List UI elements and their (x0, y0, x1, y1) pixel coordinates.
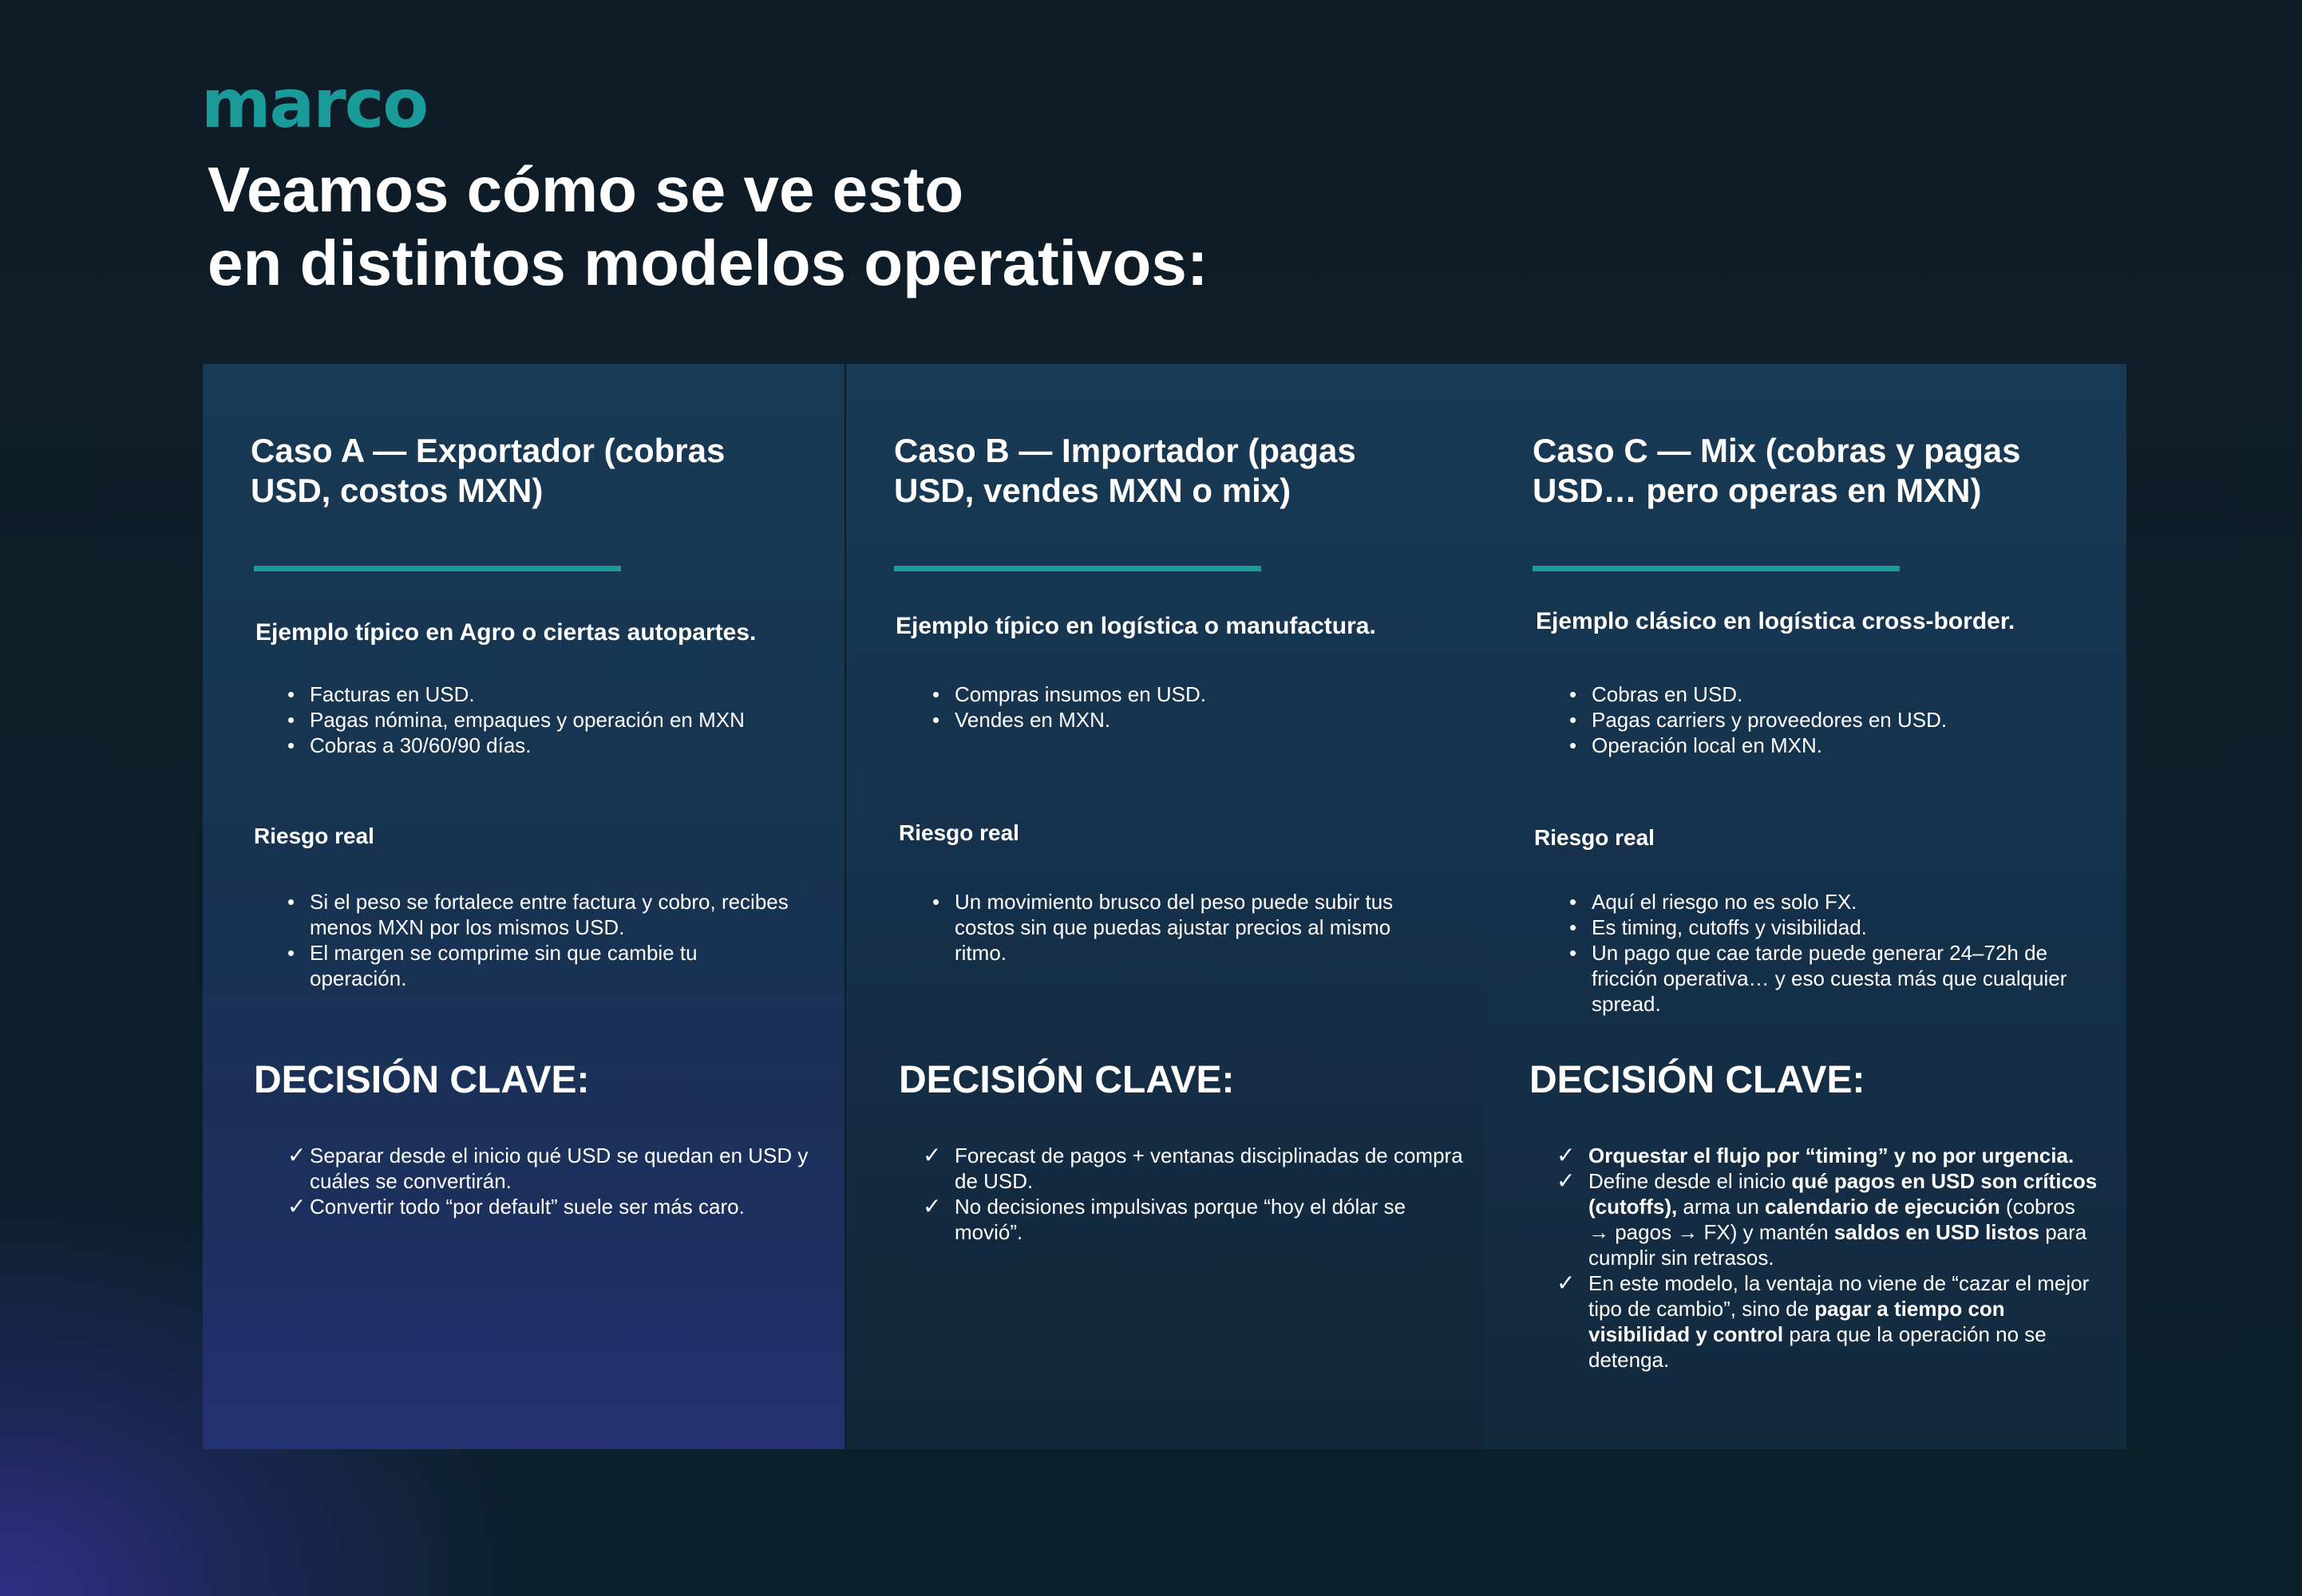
list-item: • Es timing, cutoffs y visibilidad. (1569, 915, 2112, 940)
list-item: • Un pago que cae tarde puede generar 24–72h de fricción operativa… y eso cuesta más que cualquier spread. (1569, 940, 2112, 1017)
list-item: • Pagas nómina, empaques y operación en MXN (287, 707, 830, 733)
decision-heading: DECISIÓN CLAVE: (899, 1059, 1235, 1101)
decision-rich-text: En este modelo, la ventaja no viene de “cazar el mejor tipo de cambio”, sino de pagar a tiempo con visibilidad y control para que la operación no se detenga. (1588, 1271, 2090, 1372)
risk-list (932, 889, 1443, 966)
list-item (1556, 1270, 2099, 1373)
check-icon: ✓ (1556, 1142, 1576, 1168)
headline-line-1: Veamos cómo se ve esto (208, 154, 964, 225)
risk-heading: Riesgo real (1534, 825, 1655, 850)
accent-rule (894, 566, 1261, 571)
list-item (1556, 1168, 2099, 1270)
headline-line-2: en distintos modelos operativos: (208, 227, 1208, 298)
check-icon: ✓ (287, 1142, 307, 1168)
list-item: • Aquí el riesgo no es solo FX. (1569, 889, 2112, 915)
list-item: • Cobras a 30/60/90 días. (287, 733, 830, 758)
accent-rule (254, 566, 621, 571)
list-item: • Facturas en USD. (287, 681, 830, 707)
decision-heading: DECISIÓN CLAVE: (1529, 1059, 1865, 1101)
risk-heading: Riesgo real (254, 824, 374, 848)
card-intro: Ejemplo clásico en logística cross-border. (1536, 608, 2015, 634)
card-title-line-1: Caso A — Exportador (cobras (251, 432, 726, 469)
case-card-b (846, 364, 1488, 1449)
decision-text: Separar desde el inicio qué USD se quedan en USD y cuáles se convertirán. (310, 1144, 809, 1193)
card-title-line-1: Caso C — Mix (cobras y pagas (1533, 432, 2021, 469)
marco-logo: marco (201, 65, 428, 143)
risk-heading: Riesgo real (899, 820, 1019, 845)
list-item (923, 1194, 1473, 1245)
check-icon: ✓ (1556, 1270, 1576, 1296)
example-list (932, 681, 1459, 733)
risk-list (1569, 889, 2112, 1017)
list-item (287, 1143, 830, 1194)
example-list (287, 681, 830, 758)
card-title (894, 431, 1356, 511)
list-item: • Operación local en MXN. (1569, 733, 2096, 758)
card-intro: Ejemplo típico en Agro o ciertas autopartes. (255, 619, 757, 646)
accent-rule (1533, 566, 1900, 571)
emphasis-text: Orquestar el flujo por “timing” y no por urgencia. (1588, 1144, 2075, 1167)
decision-list (1556, 1143, 2099, 1373)
risk-list (287, 889, 798, 991)
check-icon: ✓ (923, 1193, 942, 1219)
decision-heading: DECISIÓN CLAVE: (254, 1059, 590, 1101)
decision-list (923, 1143, 1473, 1245)
decision-rich-text (1588, 1144, 2074, 1167)
list-item (1556, 1143, 2099, 1168)
list-item: • Si el peso se fortalece entre factura y cobro, recibes menos MXN por los mismos USD. (287, 889, 798, 940)
check-icon: ✓ (287, 1193, 307, 1219)
check-icon: ✓ (1556, 1167, 1576, 1194)
list-item (287, 1194, 830, 1219)
list-item: • Un movimiento brusco del peso puede subir tus costos sin que puedas ajustar precios al mismo ritmo. (932, 889, 1443, 966)
emphasis-text: calendario de ejecución (1765, 1195, 2000, 1219)
card-intro: Ejemplo típico en logística o manufactura. (896, 613, 1376, 639)
decision-text: Forecast de pagos + ventanas disciplinadas de compra de USD. (955, 1144, 1463, 1193)
decision-rich-text: Define desde el inicio qué pagos en USD son críticos (cutoffs), arma un calendario de ejecución (cobros → pagos → FX) y mantén saldos en USD listos para cumplir sin retrasos. (1588, 1169, 2098, 1270)
case-card-c (1485, 364, 2126, 1449)
case-card-a (203, 364, 844, 1449)
emphasis-text: qué pagos en USD son críticos (cutoffs), (1588, 1169, 2098, 1219)
example-list (1569, 681, 2096, 758)
list-item: • Cobras en USD. (1569, 681, 2096, 707)
card-title-line-2: USD… pero operas en MXN) (1533, 472, 1982, 509)
card-title (1533, 431, 2021, 511)
list-item: • Compras insumos en USD. (932, 681, 1459, 707)
list-item: • Vendes en MXN. (932, 707, 1459, 733)
card-title (251, 431, 725, 511)
list-item (923, 1143, 1473, 1194)
emphasis-text: pagar a tiempo con visibilidad y control (1588, 1297, 2005, 1346)
list-item: • El margen se comprime sin que cambie tu operación. (287, 940, 798, 991)
card-title-line-1: Caso B — Importador (pagas (894, 432, 1356, 469)
decision-text: No decisiones impulsivas porque “hoy el dólar se movió”. (955, 1195, 1406, 1244)
card-title-line-2: USD, costos MXN) (251, 472, 544, 509)
page-headline (208, 153, 1208, 300)
decision-list (287, 1143, 830, 1219)
list-item: • Pagas carriers y proveedores en USD. (1569, 707, 2096, 733)
check-icon: ✓ (923, 1142, 942, 1168)
decision-text: Convertir todo “por default” suele ser más caro. (310, 1195, 745, 1219)
emphasis-text: saldos en USD listos (1833, 1220, 2039, 1244)
card-title-line-2: USD, vendes MXN o mix) (894, 472, 1291, 509)
